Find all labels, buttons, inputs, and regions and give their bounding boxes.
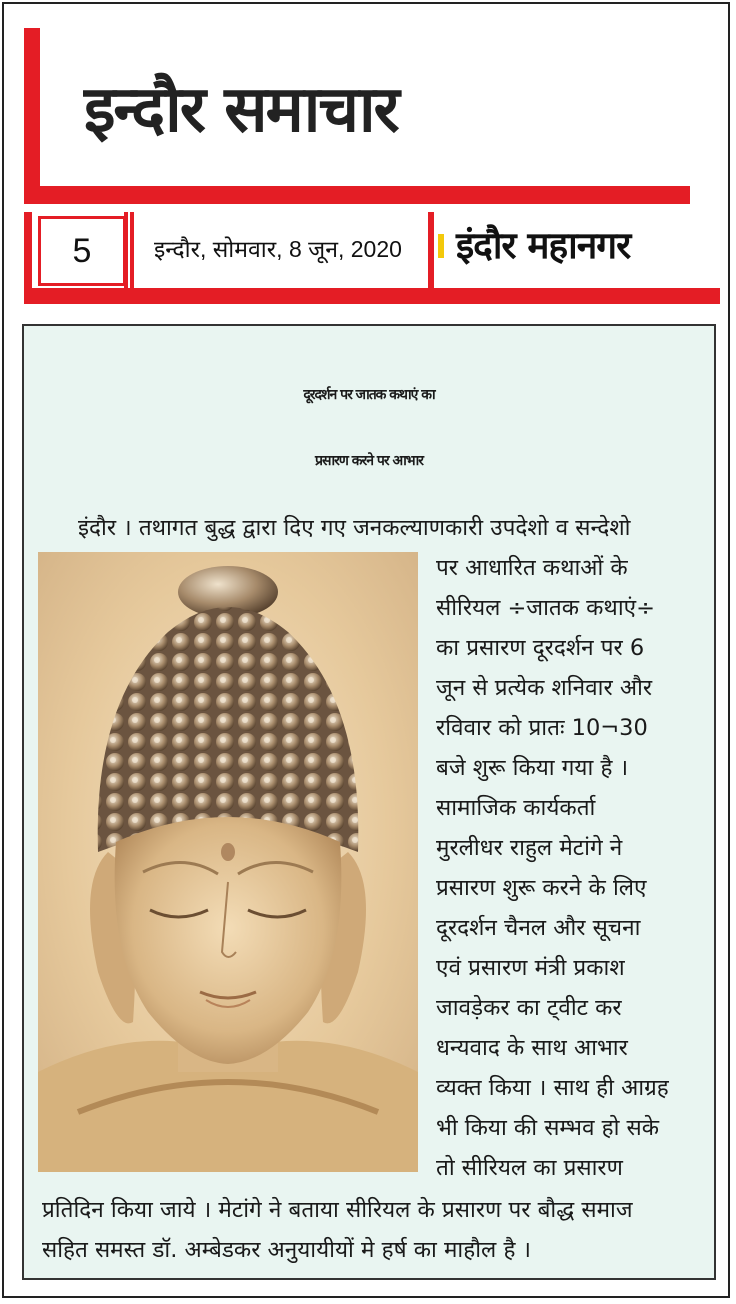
body-line: रविवार को प्रातः 10¬30: [436, 715, 648, 741]
body-line: बजे शुरू किया गया है ।: [436, 755, 629, 781]
separator: [124, 212, 128, 292]
body-line: सहित समस्त डॉ. अम्बेडकर अनुयायीयों मे हर्ष का माहौल है ।: [42, 1237, 532, 1263]
body-line: धन्यवाद के साथ आभार: [436, 1035, 628, 1061]
body-line: प्रसारण शुरू करने के लिए: [436, 875, 647, 901]
info-bar-red-bottom: [24, 288, 720, 304]
separator: [130, 212, 134, 292]
section-marker: [438, 234, 444, 258]
newspaper-title: इन्दौर समाचार: [84, 73, 398, 147]
body-line: सामाजिक कार्यकर्ता: [436, 795, 596, 821]
body-line: तो सीरियल का प्रसारण: [436, 1155, 623, 1181]
headline-line: प्रसारण करने पर आभार: [315, 453, 423, 469]
body-line: सीरियल ÷जातक कथाएं÷: [436, 595, 655, 621]
body-line: दूरदर्शन चैनल और सूचना: [436, 915, 641, 941]
body-line: जून से प्रत्येक शनिवार और: [436, 675, 653, 701]
page-number: 5: [72, 232, 92, 270]
info-bar: [24, 210, 720, 294]
body-line: जावड़ेकर का ट्वीट कर: [436, 995, 622, 1021]
headline: [24, 362, 714, 494]
info-bar-red-left: [24, 212, 32, 294]
body-line: प्रतिदिन किया जाये । मेटांगे ने बताया सीरियल के प्रसारण पर बौद्ध समाज: [42, 1197, 633, 1223]
dateline: इन्दौर, सोमवार, 8 जून, 2020: [154, 236, 402, 262]
article: [22, 324, 716, 1280]
headline-line: दूरदर्शन पर जातक कथाएं का: [303, 387, 435, 403]
body-line: का प्रसारण दूरदर्शन पर 6: [436, 635, 645, 661]
body-line: एवं प्रसारण मंत्री प्रकाश: [436, 955, 625, 981]
body-line: मुरलीधर राहुल मेटांगे ने: [436, 835, 623, 861]
separator: [428, 212, 434, 292]
masthead-red-bar-bottom: [24, 186, 690, 204]
section-title: इंदौर महानगर: [456, 224, 631, 267]
lead-line: इंदौर । तथागत बुद्ध द्वारा दिए गए जनकल्याणकारी उपदेशो व सन्देशो: [78, 515, 631, 541]
body-line: व्यक्त किया । साथ ही आग्रह: [436, 1075, 669, 1101]
page-number-box: [38, 216, 126, 286]
body-line: पर आधारित कथाओं के: [436, 555, 628, 581]
body-line: भी किया की सम्भव हो सके: [436, 1115, 660, 1141]
buddha-illustration: [38, 552, 418, 1172]
masthead-red-bar-left: [24, 28, 40, 204]
